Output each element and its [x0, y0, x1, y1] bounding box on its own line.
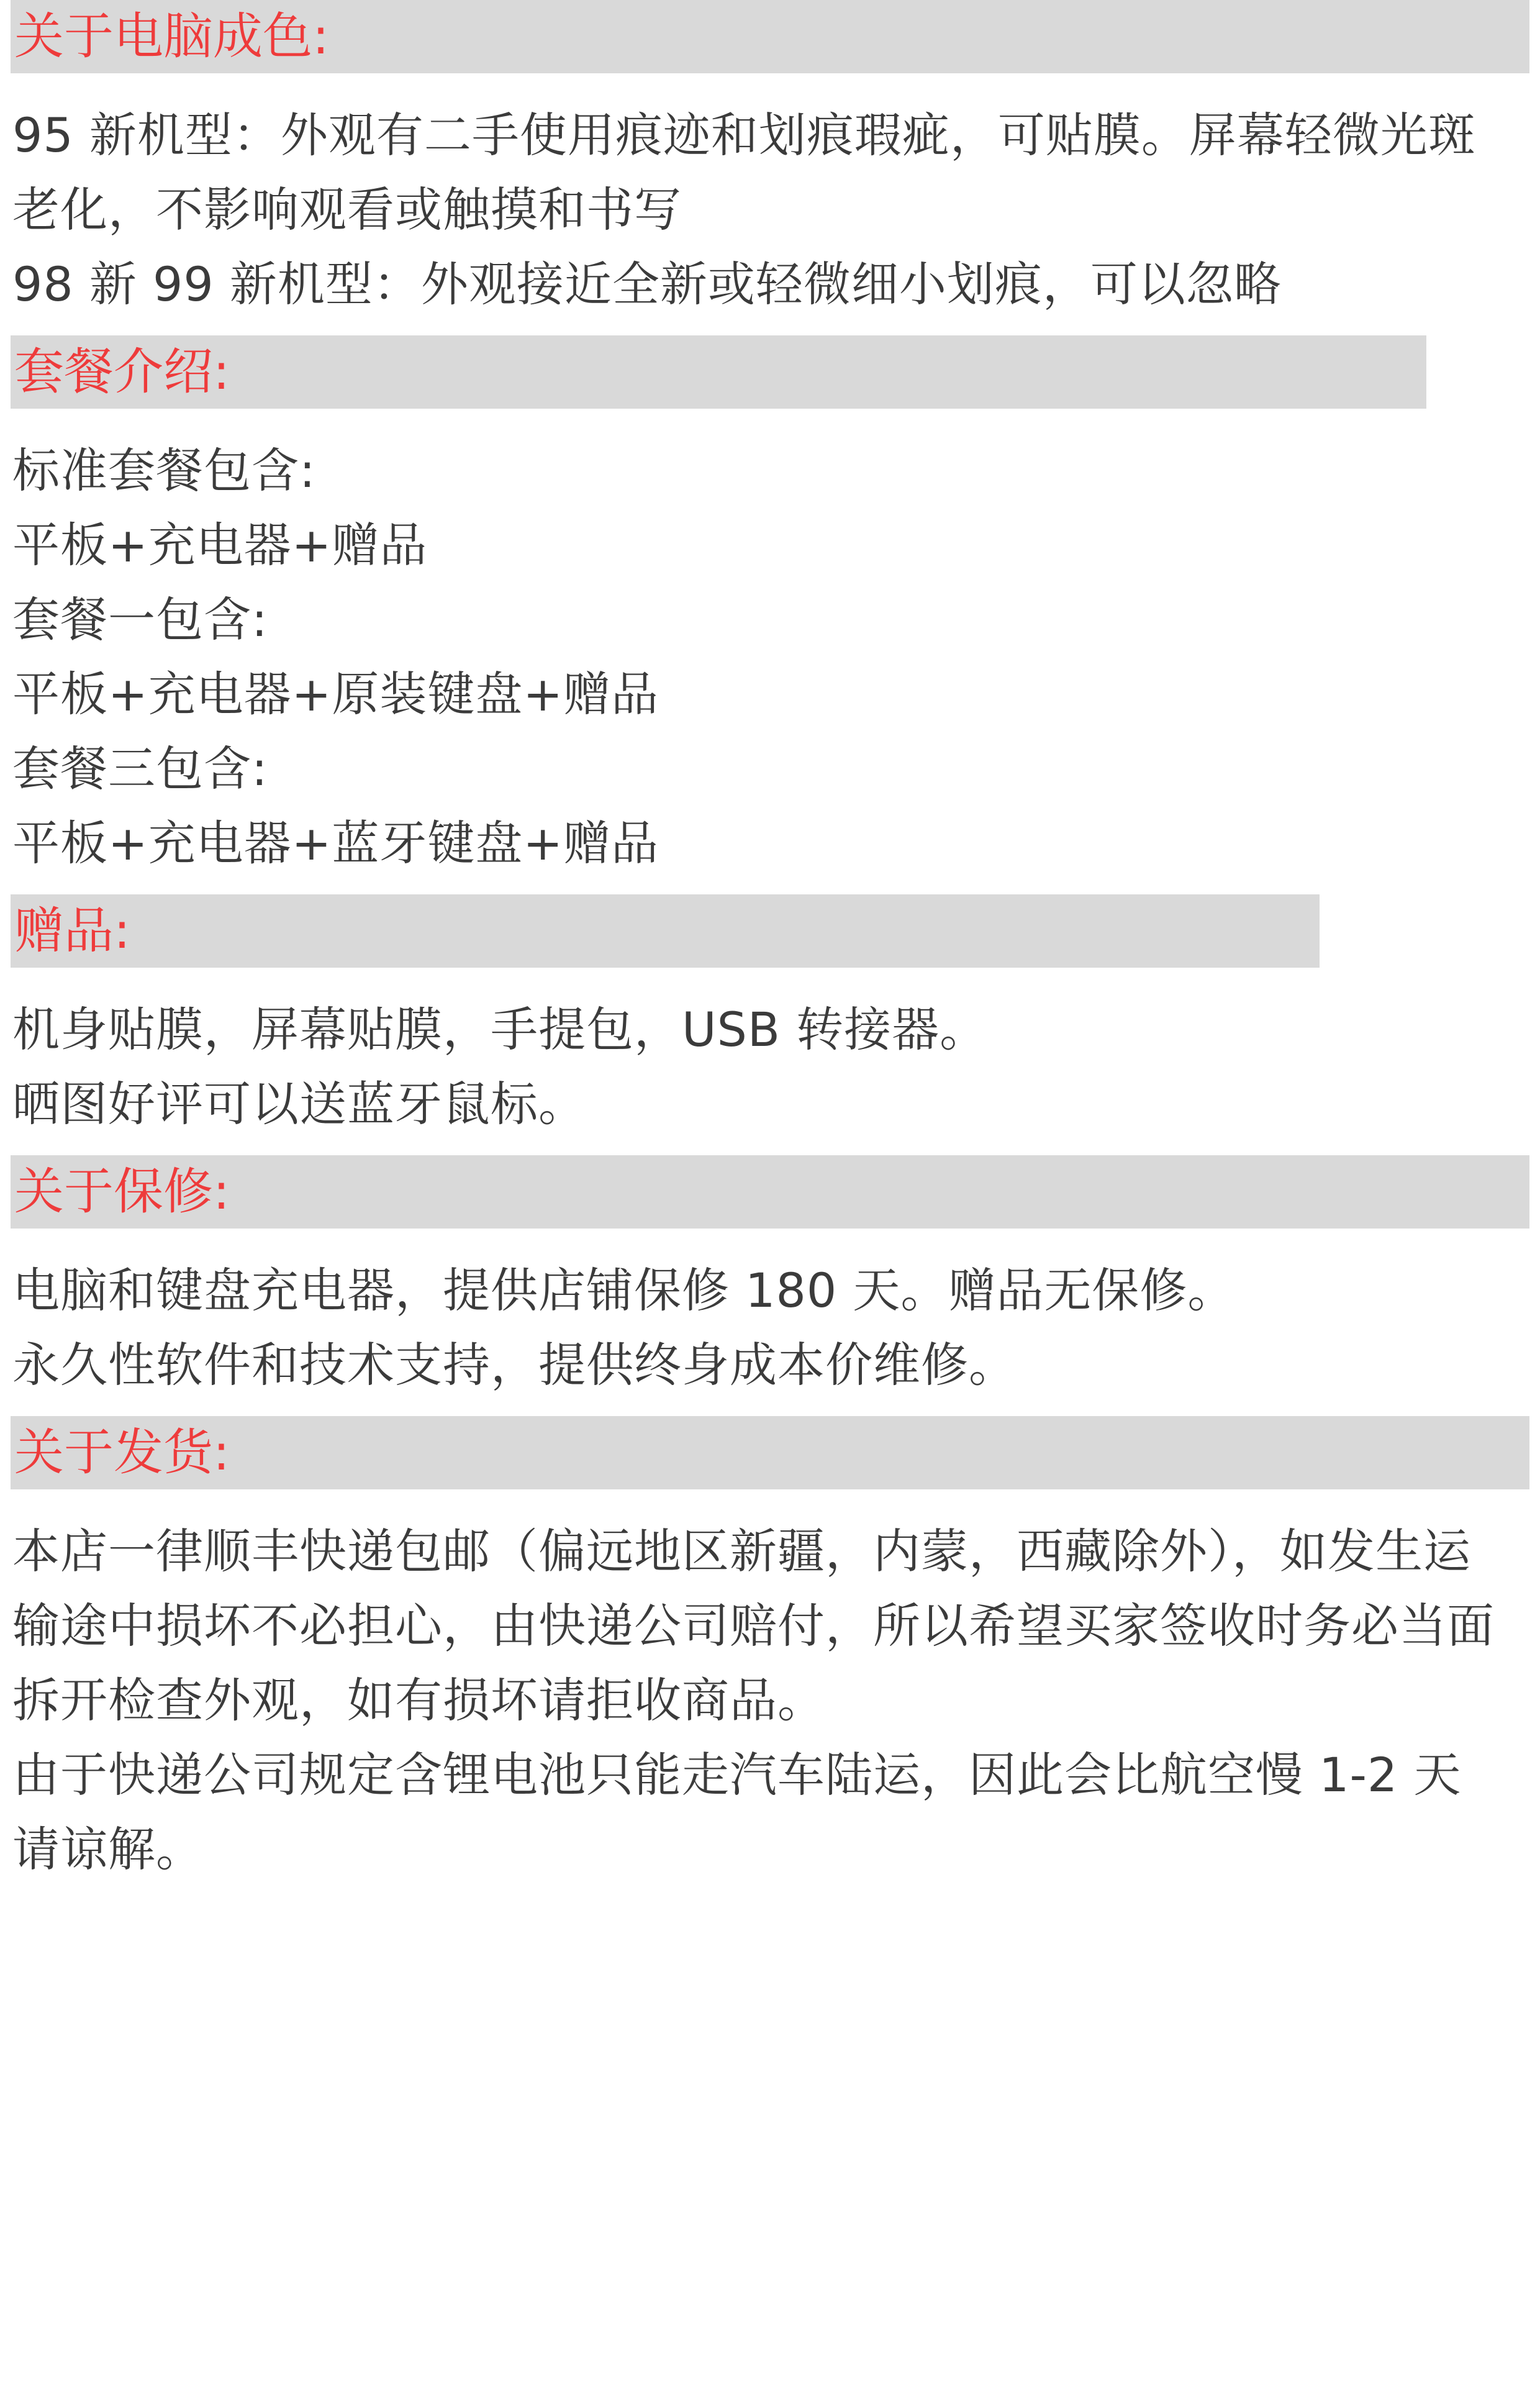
section-header-gifts	[11, 894, 1320, 968]
section-title-gifts: 赠品:	[14, 902, 130, 960]
section-header-condition	[11, 0, 1529, 73]
package-line-4: 平板+充电器+原装键盘+赠品	[12, 666, 659, 722]
condition-line-2: 老化，不影响观看或触摸和书写	[12, 182, 682, 237]
package-line-6: 平板+充电器+蓝牙键盘+赠品	[12, 815, 659, 871]
section-title-packages: 套餐介绍:	[14, 343, 230, 401]
condition-line-1: 95 新机型：外观有二手使用痕迹和划痕瑕疵，可贴膜。屏幕轻微光斑	[12, 107, 1476, 163]
shipping-line-1: 本店一律顺丰快递包邮（偏远地区新疆，内蒙，西藏除外），如发生运	[12, 1524, 1471, 1579]
section-title-shipping: 关于发货:	[14, 1424, 230, 1481]
gifts-line-2: 晒图好评可以送蓝牙鼠标。	[12, 1076, 586, 1132]
package-line-3: 套餐一包含:	[12, 592, 268, 647]
package-line-2: 平板+充电器+赠品	[12, 517, 428, 573]
section-header-packages	[11, 335, 1426, 409]
condition-line-3: 98 新 99 新机型：外观接近全新或轻微细小划痕，可以忽略	[12, 257, 1282, 312]
shipping-line-3: 拆开检查外观，如有损坏请拒收商品。	[12, 1673, 825, 1728]
package-line-5: 套餐三包含:	[12, 741, 268, 796]
shipping-line-4: 由于快递公司规定含锂电池只能走汽车陆运，因此会比航空慢 1-2 天	[12, 1747, 1462, 1802]
warranty-line-1: 电脑和键盘充电器，提供店铺保修 180 天。赠品无保修。	[12, 1263, 1236, 1318]
gifts-line-1: 机身贴膜，屏幕贴膜，手提包，USB 转接器。	[12, 1002, 988, 1057]
package-line-1: 标准套餐包含:	[12, 443, 316, 498]
section-header-shipping	[11, 1416, 1529, 1489]
section-title-condition: 关于电脑成色:	[14, 7, 329, 65]
shipping-line-5: 请谅解。	[12, 1822, 204, 1877]
section-header-warranty	[11, 1155, 1529, 1229]
warranty-line-2: 永久性软件和技术支持，提供终身成本价维修。	[12, 1337, 1017, 1392]
section-title-warranty: 关于保修:	[14, 1163, 230, 1220]
shipping-line-2: 输途中损坏不必担心，由快递公司赔付，所以希望买家签收时务必当面	[12, 1598, 1495, 1653]
